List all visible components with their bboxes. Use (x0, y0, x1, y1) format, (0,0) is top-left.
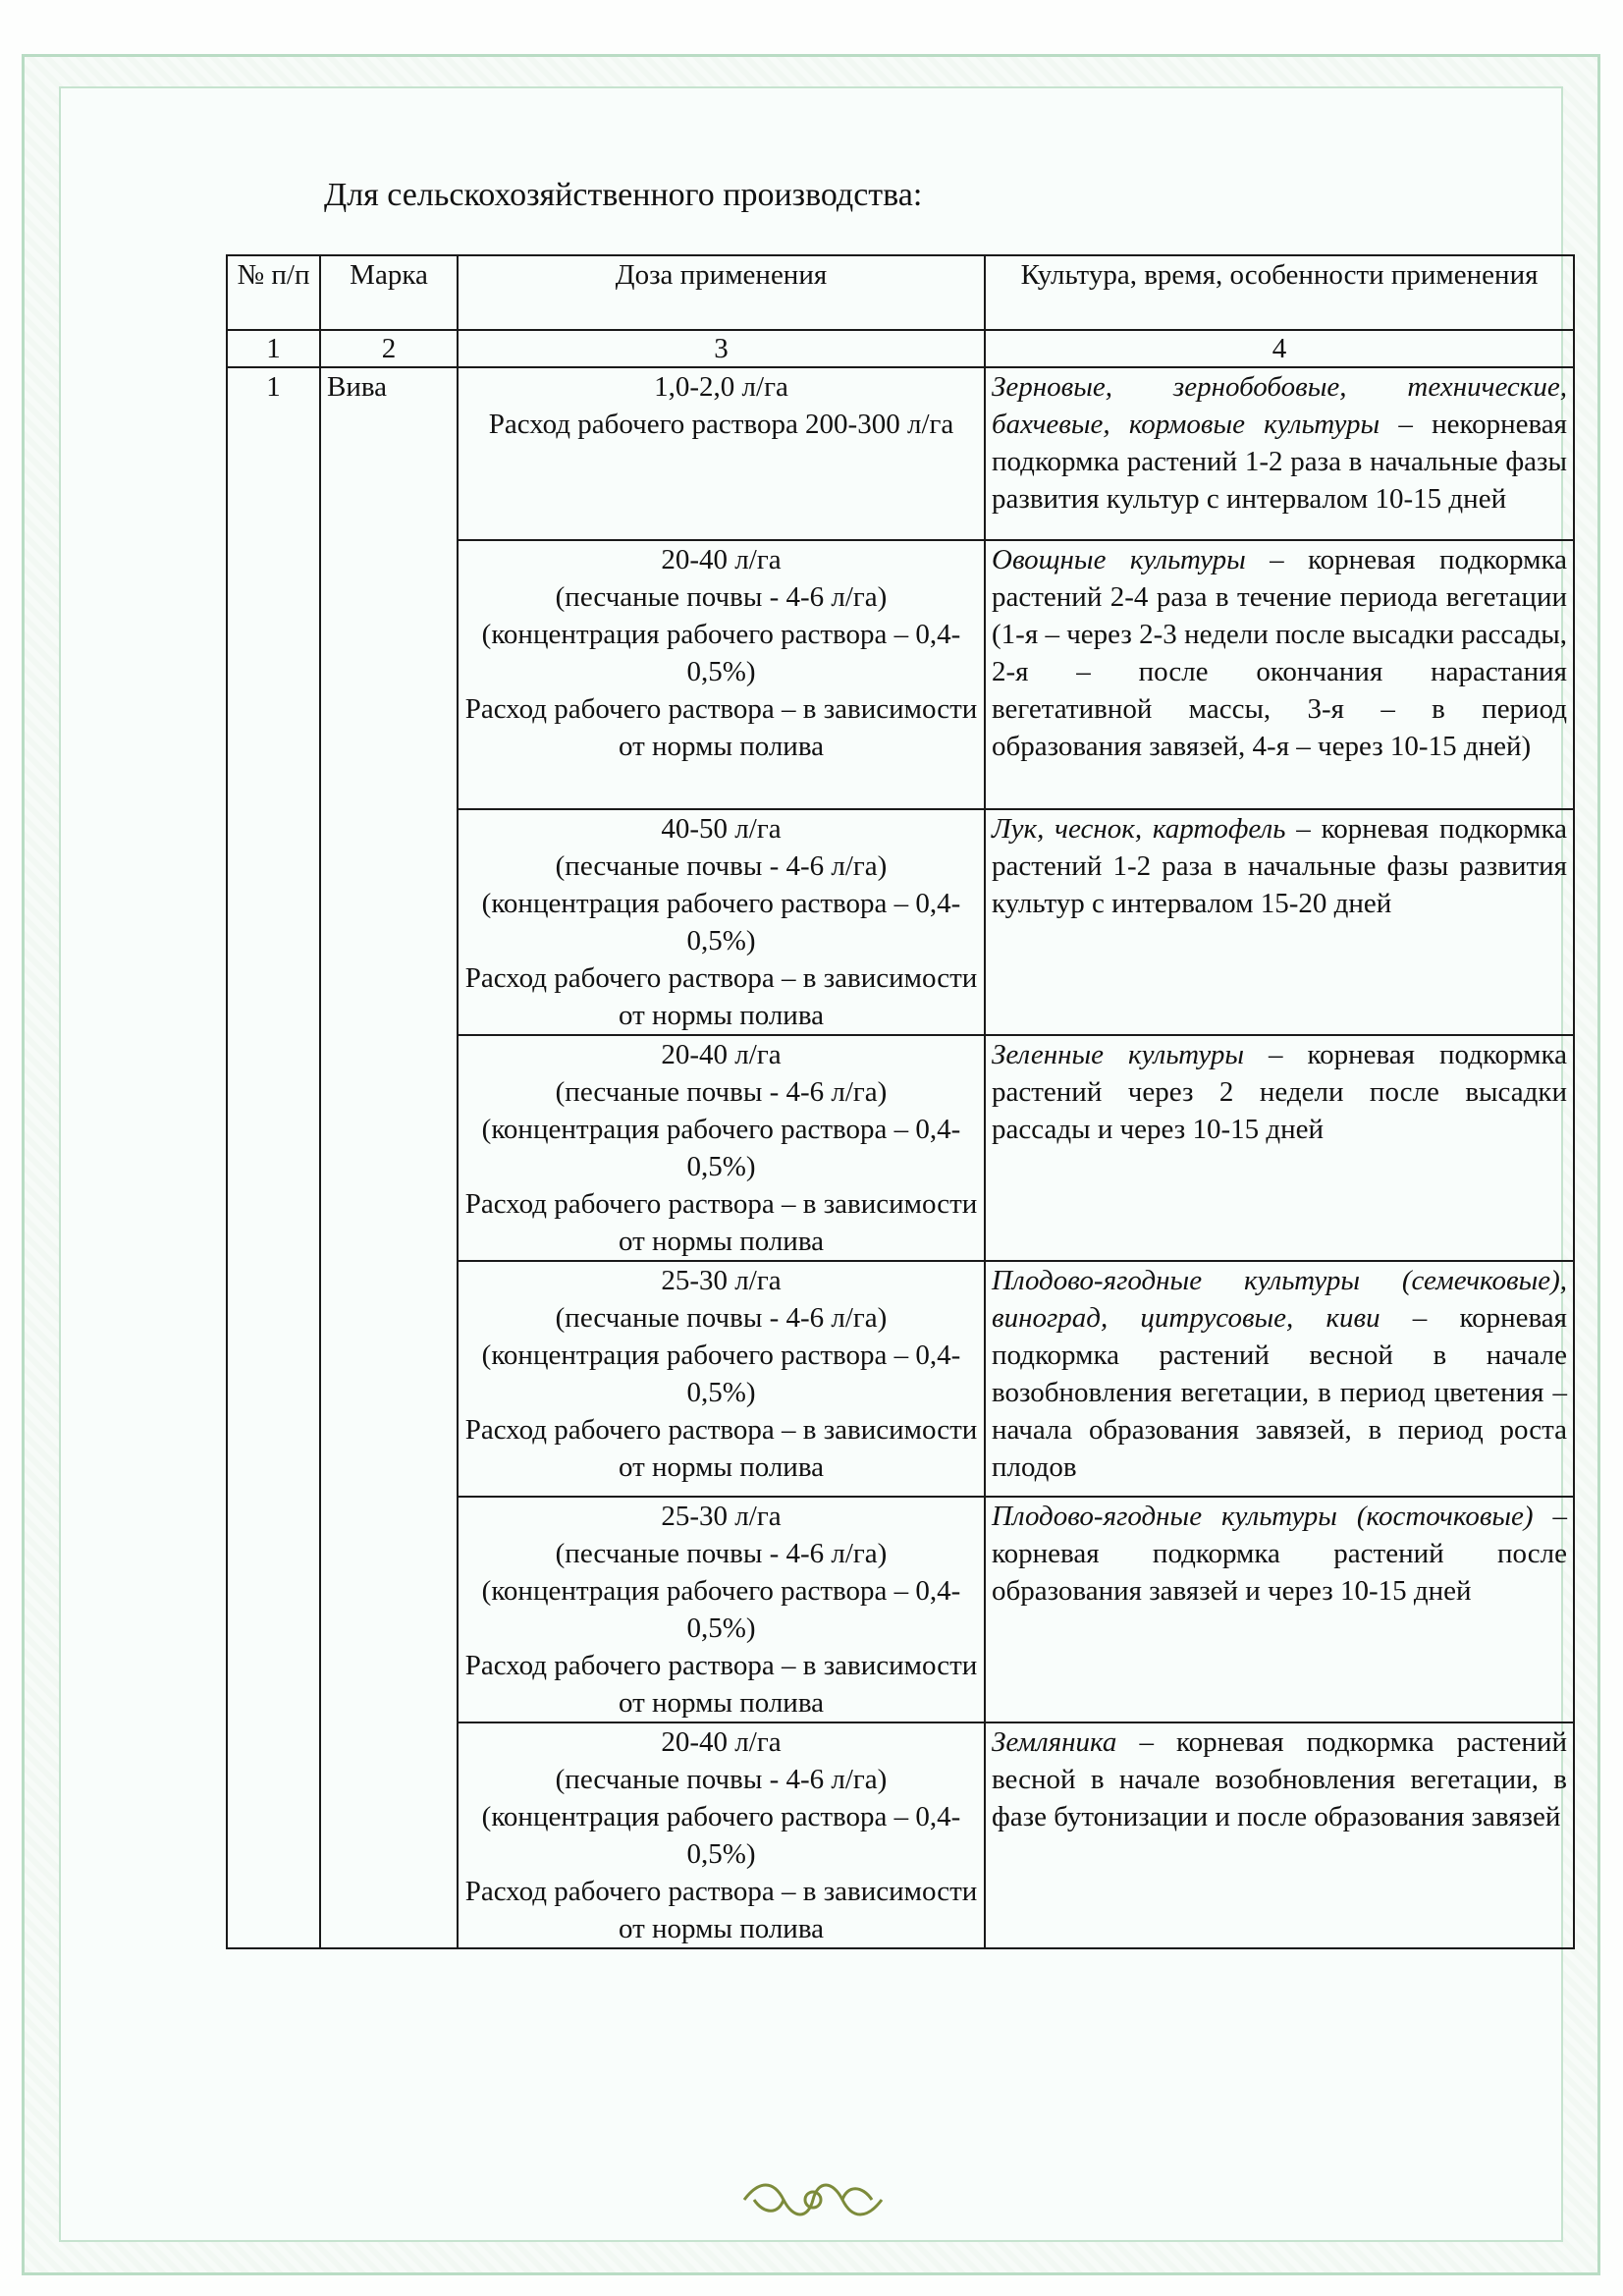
dose-cell: 1,0-2,0 л/га Расход рабочего раствора 200-300 л/га (458, 367, 985, 540)
column-number: 4 (985, 330, 1574, 367)
application-text: – некорневая подкормка растений 1-2 раза в начальные фазы развития культур с интервалом 10-15 дней (992, 409, 1567, 515)
crop-cell (985, 1497, 1574, 1722)
application-text: – корневая подкормка растений после образования завязей и через 10-15 дней (992, 1501, 1567, 1607)
crop-cell (985, 1261, 1574, 1497)
header-row (227, 255, 1574, 330)
column-number-row (227, 330, 1574, 367)
crop-cell (985, 540, 1574, 809)
dose-cell: 25-30 л/га (песчаные почвы - 4-6 л/га) (концентрация рабочего раствора – 0,4-0,5%) Расход рабочего раствора – в зависимости от нормы полива (458, 1261, 985, 1497)
header-brand: Марка (320, 255, 458, 330)
dose-cell: 20-40 л/га (песчаные почвы - 4-6 л/га) (концентрация рабочего раствора – 0,4-0,5%) Расход рабочего раствора – в зависимости от нормы полива (458, 540, 985, 809)
application-table (226, 254, 1575, 1949)
application-text: – корневая подкормка растений 2-4 раза в течение периода вегетации (1-я – через 2-3 недели после высадки рассады, 2-я – после окончания нарастания вегетативной массы, 3-я – в период образования завязей, 4-я – через 10-15 дней) (992, 544, 1567, 762)
crop-name: Земляника (992, 1726, 1117, 1758)
header-num: № п/п (227, 255, 320, 330)
table-row (227, 367, 1574, 540)
crop-name: Овощные культуры (992, 544, 1246, 575)
dose-cell: 20-40 л/га (песчаные почвы - 4-6 л/га) (концентрация рабочего раствора – 0,4-0,5%) Расход рабочего раствора – в зависимости от нормы полива (458, 1035, 985, 1261)
dose-cell: 20-40 л/га (песчаные почвы - 4-6 л/га) (концентрация рабочего раствора – 0,4-0,5%) Расход рабочего раствора – в зависимости от нормы полива (458, 1722, 985, 1948)
application-text: – корневая подкормка растений 1-2 раза в начальные фазы развития культур с интервалом 15-20 дней (992, 813, 1567, 919)
crop-name: Плодово-ягодные культуры (семечковые), виноград, цитрусовые, киви (992, 1265, 1567, 1334)
crop-name: Плодово-ягодные культуры (косточковые) (992, 1501, 1534, 1532)
ornament-icon (734, 2175, 892, 2224)
page-title: Для сельскохозяйственного производства: (324, 177, 923, 213)
column-number: 3 (458, 330, 985, 367)
crop-name: Лук, чеснок, картофель (992, 813, 1286, 845)
crop-cell (985, 1722, 1574, 1948)
application-text: – корневая подкормка растений через 2 недели после высадки рассады и через 10-15 дней (992, 1039, 1567, 1145)
crop-cell (985, 809, 1574, 1035)
header-dose: Доза применения (458, 255, 985, 330)
crop-name: Зеленные культуры (992, 1039, 1244, 1070)
crop-name: Зерновые, зернобобовые, технические, бахчевые, кормовые культуры (992, 371, 1567, 440)
application-text: – корневая подкормка растений весной в начале возобновления вегетации, в фазе бутонизации и после образования завязей (992, 1726, 1567, 1832)
brand-name: Вива (320, 367, 458, 1948)
dose-cell: 25-30 л/га (песчаные почвы - 4-6 л/га) (концентрация рабочего раствора – 0,4-0,5%) Расход рабочего раствора – в зависимости от нормы полива (458, 1497, 985, 1722)
column-number: 1 (227, 330, 320, 367)
item-number: 1 (227, 367, 320, 1948)
crop-cell (985, 367, 1574, 540)
header-crop: Культура, время, особенности применения (985, 255, 1574, 330)
dose-cell: 40-50 л/га (песчаные почвы - 4-6 л/га) (концентрация рабочего раствора – 0,4-0,5%) Расход рабочего раствора – в зависимости от нормы полива (458, 809, 985, 1035)
crop-cell (985, 1035, 1574, 1261)
column-number: 2 (320, 330, 458, 367)
application-text: – корневая подкормка растений весной в начале возобновления вегетации, в период цветения – начала образования завязей, в период роста плодов (992, 1302, 1568, 1483)
